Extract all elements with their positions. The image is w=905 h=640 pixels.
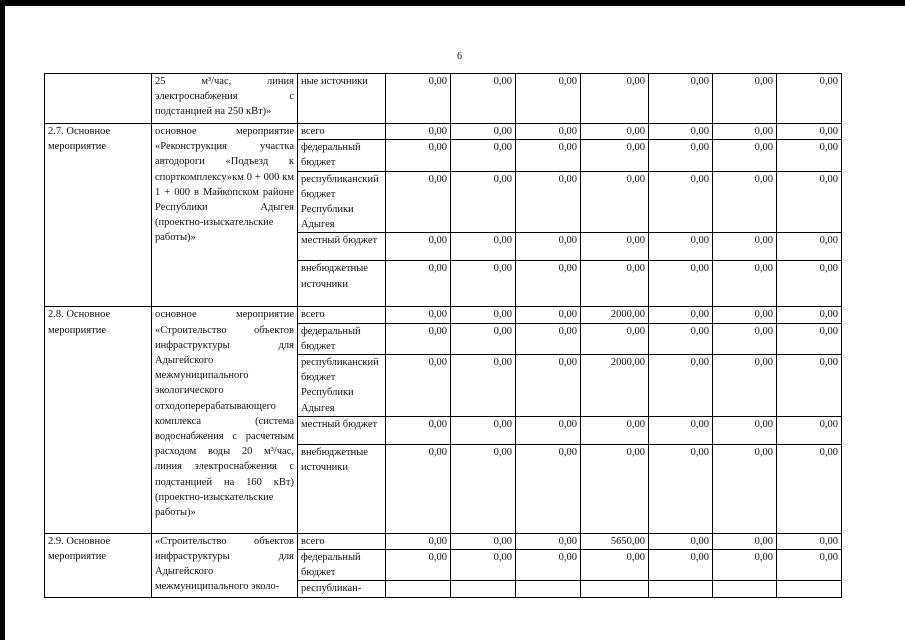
value-cell: 2000,00 — [581, 355, 649, 417]
value-cell: 0,00 — [581, 74, 649, 124]
value-cell: 0,00 — [777, 171, 842, 233]
value-cell — [581, 581, 649, 597]
value-cell: 0,00 — [777, 444, 842, 533]
value-cell: 0,00 — [581, 261, 649, 307]
value-cell: 0,00 — [649, 171, 713, 233]
value-cell: 0,00 — [516, 74, 581, 124]
page-number: 6 — [457, 51, 462, 62]
value-cell: 0,00 — [516, 416, 581, 444]
value-cell: 0,00 — [713, 323, 777, 354]
value-cell: 0,00 — [649, 444, 713, 533]
event-name-cell: 2.7. Основное мероприятие — [45, 124, 152, 307]
value-cell: 0,00 — [451, 550, 516, 581]
value-cell: 0,00 — [516, 233, 581, 261]
value-cell: 0,00 — [386, 74, 451, 124]
value-cell: 0,00 — [713, 74, 777, 124]
value-cell: 0,00 — [649, 416, 713, 444]
value-cell: 0,00 — [516, 171, 581, 233]
value-cell: 0,00 — [649, 74, 713, 124]
value-cell: 0,00 — [386, 550, 451, 581]
event-description-cell: основное мероприятие «Строительство объектов инфраструктуры для Адыгейского межмуниципального экологического отходоперерабатывающего комплекса (система водоснабжения с расчетным расходом воды 20 м³/час, линия электроснабжения с подстанцией на 160 кВт) (проектно-изыскательские работы)» — [152, 307, 298, 533]
funding-source-cell: местный бюджет — [298, 233, 386, 261]
value-cell: 0,00 — [451, 323, 516, 354]
value-cell: 0,00 — [451, 140, 516, 171]
value-cell: 0,00 — [451, 444, 516, 533]
value-cell: 0,00 — [581, 444, 649, 533]
value-cell: 0,00 — [516, 444, 581, 533]
value-cell: 0,00 — [713, 124, 777, 140]
value-cell: 0,00 — [581, 171, 649, 233]
event-name-cell — [45, 74, 152, 124]
value-cell: 0,00 — [777, 416, 842, 444]
value-cell — [713, 581, 777, 597]
value-cell: 0,00 — [713, 533, 777, 549]
value-cell: 0,00 — [777, 233, 842, 261]
value-cell: 0,00 — [713, 233, 777, 261]
funding-source-cell: всего — [298, 124, 386, 140]
value-cell: 0,00 — [649, 323, 713, 354]
value-cell: 0,00 — [649, 307, 713, 323]
value-cell: 0,00 — [649, 550, 713, 581]
value-cell: 0,00 — [649, 124, 713, 140]
value-cell: 0,00 — [516, 355, 581, 417]
value-cell: 0,00 — [451, 233, 516, 261]
value-cell: 0,00 — [386, 416, 451, 444]
value-cell: 0,00 — [386, 140, 451, 171]
funding-source-cell: республиканский бюджет Республики Адыгея — [298, 171, 386, 233]
value-cell: 0,00 — [713, 550, 777, 581]
value-cell: 0,00 — [713, 444, 777, 533]
table-row — [45, 533, 842, 549]
value-cell: 0,00 — [649, 355, 713, 417]
funding-source-cell: федеральный бюджет — [298, 550, 386, 581]
value-cell: 0,00 — [649, 140, 713, 171]
value-cell: 0,00 — [777, 261, 842, 307]
event-name-cell: 2.9. Основное мероприятие — [45, 533, 152, 597]
value-cell: 0,00 — [777, 140, 842, 171]
value-cell: 0,00 — [386, 355, 451, 417]
value-cell: 0,00 — [581, 323, 649, 354]
value-cell: 0,00 — [581, 124, 649, 140]
value-cell — [649, 581, 713, 597]
value-cell: 0,00 — [516, 550, 581, 581]
value-cell: 2000,00 — [581, 307, 649, 323]
value-cell — [451, 581, 516, 597]
value-cell: 0,00 — [451, 261, 516, 307]
value-cell: 0,00 — [386, 444, 451, 533]
funding-source-cell: местный бюджет — [298, 416, 386, 444]
funding-table — [44, 73, 842, 598]
funding-source-cell: ные источники — [298, 74, 386, 124]
value-cell: 0,00 — [581, 233, 649, 261]
value-cell — [516, 581, 581, 597]
value-cell: 0,00 — [581, 140, 649, 171]
event-description-cell: «Строительство объектов инфраструктуры для Адыгейского межмуниципального эколо- — [152, 533, 298, 597]
value-cell: 0,00 — [516, 261, 581, 307]
funding-source-cell: всего — [298, 533, 386, 549]
value-cell: 0,00 — [713, 171, 777, 233]
value-cell: 0,00 — [386, 323, 451, 354]
value-cell: 0,00 — [581, 550, 649, 581]
value-cell: 0,00 — [386, 261, 451, 307]
page-left-border — [0, 0, 5, 640]
table-row — [45, 307, 842, 323]
value-cell: 0,00 — [516, 533, 581, 549]
value-cell: 0,00 — [451, 307, 516, 323]
value-cell: 0,00 — [386, 307, 451, 323]
value-cell: 0,00 — [581, 416, 649, 444]
funding-source-cell: внебюджетные источники — [298, 444, 386, 533]
funding-source-cell: внебюджетные источники — [298, 261, 386, 307]
table-row — [45, 74, 842, 124]
value-cell: 0,00 — [451, 416, 516, 444]
value-cell: 0,00 — [777, 533, 842, 549]
value-cell: 0,00 — [777, 307, 842, 323]
funding-source-cell: республиканский бюджет Республики Адыгея — [298, 355, 386, 417]
event-description-cell: основное мероприятие «Реконструкция участка автодороги «Подъезд к спорткомплексу»км 0 + 000 км 1 + 000 в Майкопском районе Республики Адыгея (проектно-изыскательские работы)» — [152, 124, 298, 307]
table-body — [45, 74, 842, 598]
value-cell — [777, 581, 842, 597]
value-cell: 0,00 — [649, 233, 713, 261]
value-cell: 0,00 — [451, 74, 516, 124]
page-top-border — [0, 0, 905, 6]
funding-source-cell: федеральный бюджет — [298, 140, 386, 171]
value-cell: 0,00 — [386, 124, 451, 140]
value-cell — [386, 581, 451, 597]
value-cell: 0,00 — [777, 74, 842, 124]
value-cell: 0,00 — [649, 533, 713, 549]
value-cell: 0,00 — [777, 124, 842, 140]
event-name-cell: 2.8. Основное мероприятие — [45, 307, 152, 533]
value-cell: 0,00 — [386, 533, 451, 549]
value-cell: 5650,00 — [581, 533, 649, 549]
value-cell: 0,00 — [451, 533, 516, 549]
value-cell: 0,00 — [713, 307, 777, 323]
value-cell: 0,00 — [713, 416, 777, 444]
table-row — [45, 124, 842, 140]
value-cell: 0,00 — [451, 124, 516, 140]
value-cell: 0,00 — [777, 355, 842, 417]
funding-source-cell: всего — [298, 307, 386, 323]
value-cell: 0,00 — [516, 307, 581, 323]
value-cell: 0,00 — [516, 323, 581, 354]
funding-source-cell: федеральный бюджет — [298, 323, 386, 354]
value-cell: 0,00 — [386, 171, 451, 233]
value-cell: 0,00 — [713, 355, 777, 417]
value-cell: 0,00 — [516, 140, 581, 171]
value-cell: 0,00 — [451, 171, 516, 233]
value-cell: 0,00 — [777, 550, 842, 581]
value-cell: 0,00 — [713, 261, 777, 307]
value-cell: 0,00 — [386, 233, 451, 261]
value-cell: 0,00 — [516, 124, 581, 140]
value-cell: 0,00 — [451, 355, 516, 417]
value-cell: 0,00 — [649, 261, 713, 307]
value-cell: 0,00 — [713, 140, 777, 171]
value-cell: 0,00 — [777, 323, 842, 354]
funding-source-cell: республикан- — [298, 581, 386, 597]
event-description-cell: 25 м³/час, линия электроснабжения с подстанцией на 250 кВт)» — [152, 74, 298, 124]
